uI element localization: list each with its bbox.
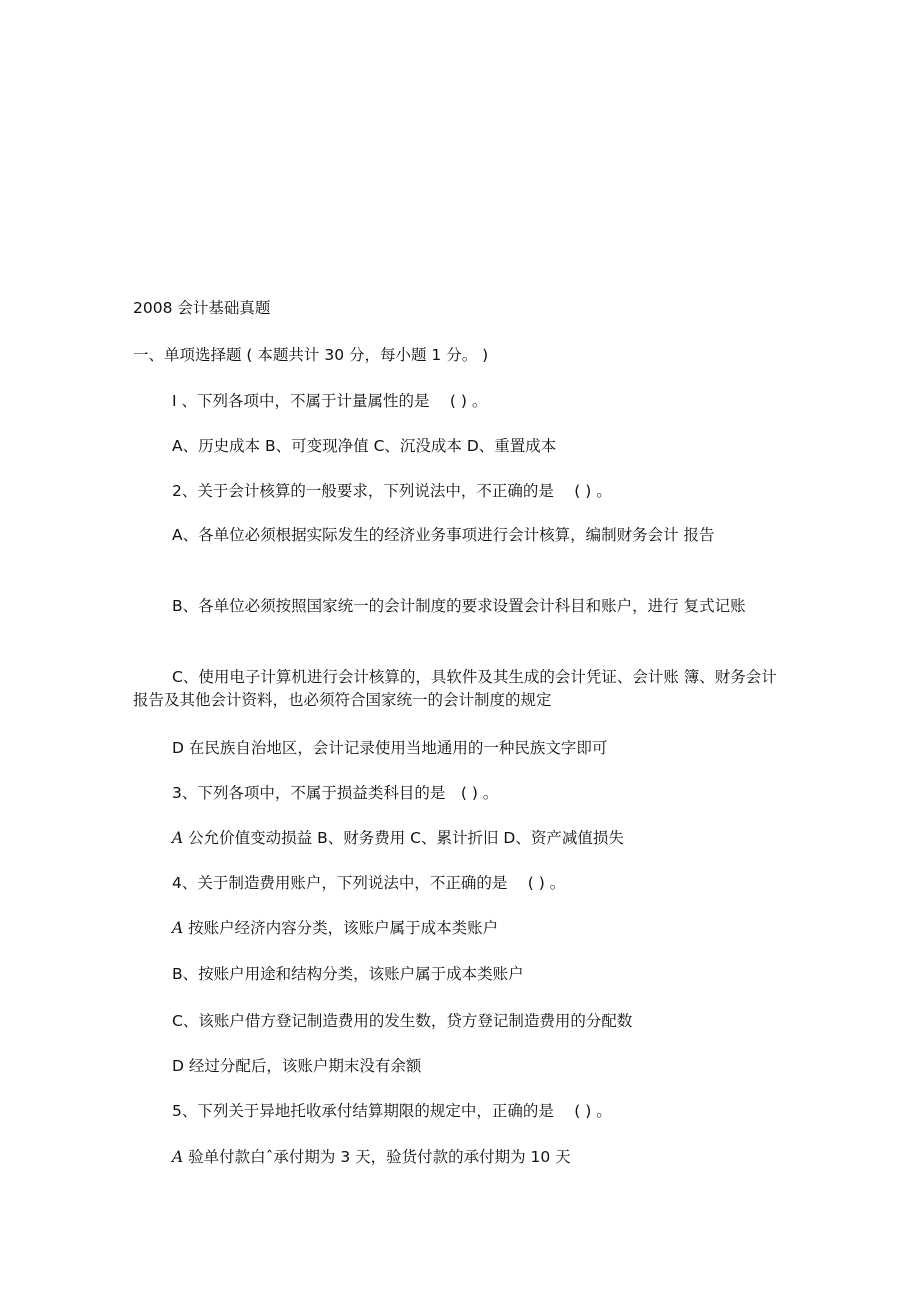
question-4-stem: 4、关于制造费用账户，下列说法中，不正确的是 ( ) 。 (172, 874, 566, 892)
option-marker: A (172, 919, 184, 937)
document-title: 2008 会计基础真题 (133, 299, 271, 317)
question-2-option-b: B、各单位必须按照国家统一的会计制度的要求设置会计科目和账户，进行 复式记账 (172, 597, 746, 615)
question-4-option-a (172, 917, 822, 940)
question-2-option-a: A、各单位必须根据实际发生的经济业务事项进行会计核算，编制财务会计 报告 (172, 526, 715, 544)
question-2-option-d: D 在民族自治地区，会计记录使用当地通用的一种民族文字即可 (172, 739, 608, 757)
question-3-stem: 3、下列各项中，不属于损益类科目的是 ( ) 。 (172, 784, 499, 802)
question-5-option-a (172, 1146, 822, 1169)
option-text: 按账户经济内容分类，该账户属于成本类账户 (188, 919, 499, 937)
question-4-option-d: D 经过分配后，该账户期末没有余额 (172, 1057, 422, 1075)
question-2-stem: 2、关于会计核算的一般要求，下列说法中，不正确的是 ( ) 。 (172, 482, 612, 500)
question-2-option-c: C、使用电子计算机进行会计核算的，具软件及其生成的会计凭证、会计账 簿、财务会计报告及其他会计资料，也必须符合国家统一的会计制度的规定 (133, 668, 777, 709)
question-1-options: A、历史成本 B、可变现净值 C、沉没成本 D、重置成本 (172, 437, 557, 455)
question-3-options-text: 公允价值变动损益 B、财务费用 C、累计折旧 D、资产减值损失 (188, 829, 624, 847)
option-text: 验单付款白ˆ承付期为 3 天，验货付款的承付期为 10 天 (188, 1148, 571, 1166)
option-marker: A (172, 1148, 184, 1166)
question-4-option-b: B、按账户用途和结构分类，该账户属于成本类账户 (172, 965, 524, 983)
question-4-option-c: C、该账户借方登记制造费用的发生数，贷方登记制造费用的分配数 (172, 1012, 633, 1030)
question-5-stem: 5、下列关于异地托收承付结算期限的规定中，正确的是 ( ) 。 (172, 1102, 612, 1120)
question-3-options (172, 827, 822, 850)
section-heading: 一、单项选择题 ( 本题共计 30 分，每小题 1 分。 ) (133, 346, 489, 364)
option-marker: A (172, 829, 184, 847)
question-1-stem: I 、下列各项中，不属于计量属性的是 ( ) 。 (172, 392, 488, 410)
